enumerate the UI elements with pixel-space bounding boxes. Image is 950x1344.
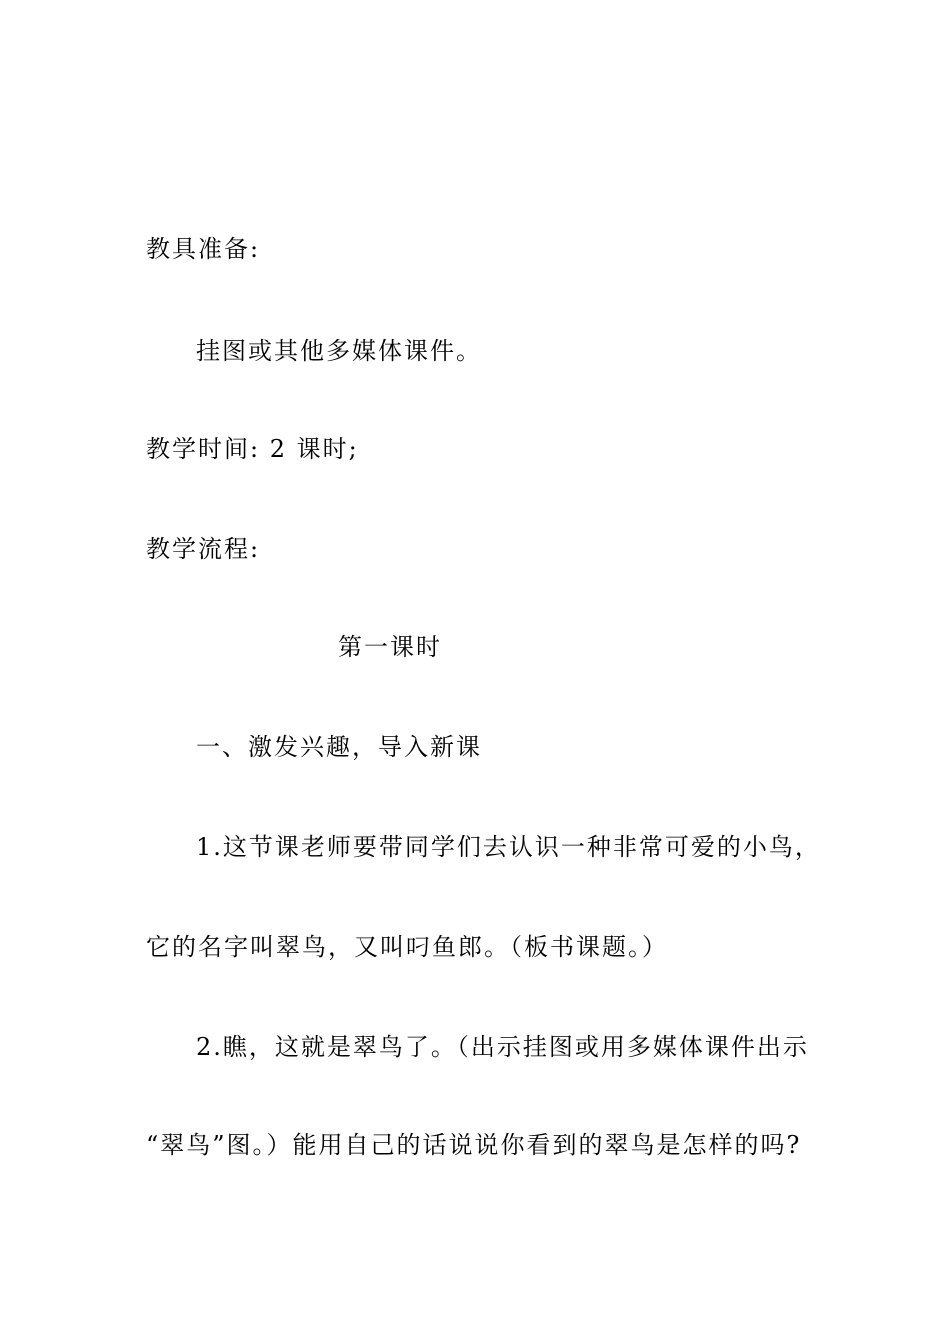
lesson-title: 第一课时 bbox=[338, 633, 442, 661]
teaching-aids-text: 挂图或其他多媒体课件。 bbox=[196, 337, 482, 365]
paragraph-2-line-1: 2.瞧，这就是翠鸟了。（出示挂图或用多媒体课件出示 bbox=[196, 1033, 809, 1061]
paragraph-2-line-2: “翠鸟”图。）能用自己的话说说你看到的翠鸟是怎样的吗? bbox=[146, 1131, 802, 1159]
paragraph-1-line-1: 1.这节课老师要带同学们去认识一种非常可爱的小鸟， bbox=[196, 833, 821, 861]
paragraph-1-line-2: 它的名字叫翠鸟，又叫叼鱼郎。（板书课题。） bbox=[146, 933, 668, 961]
section-heading-teaching-process: 教学流程: bbox=[146, 535, 261, 563]
step-heading-one: 一、激发兴趣，导入新课 bbox=[196, 733, 482, 761]
teaching-time-line: 教学时间: 2 课时; bbox=[146, 435, 359, 463]
section-heading-teaching-aids: 教具准备: bbox=[146, 235, 261, 263]
